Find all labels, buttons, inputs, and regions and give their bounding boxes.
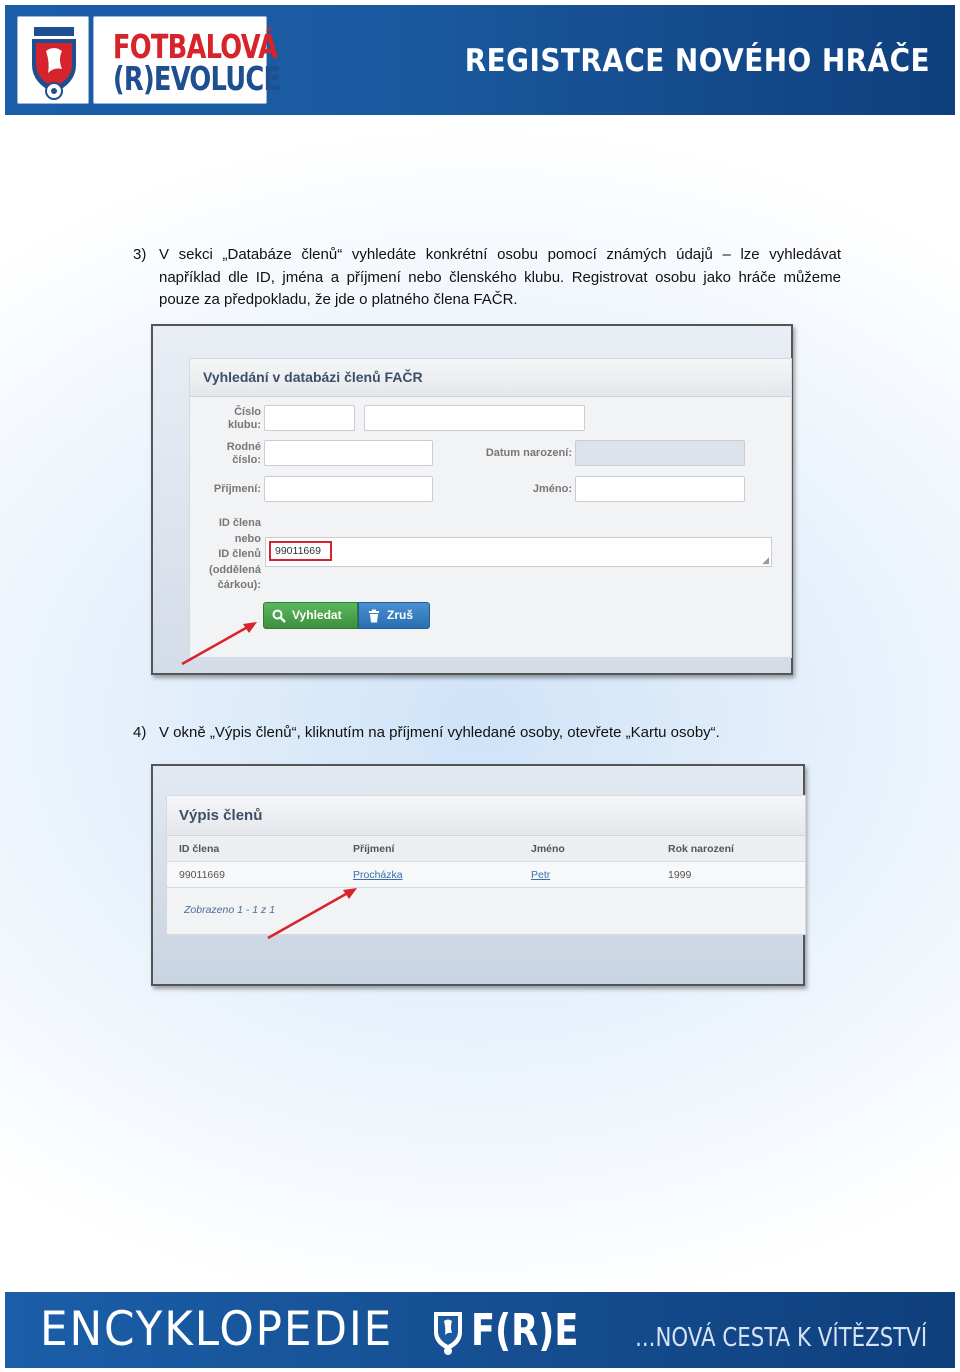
label-line: ID členů	[218, 548, 261, 561]
fotbalova-revoluce-logo	[93, 16, 281, 104]
column-header: Příjmení	[353, 843, 395, 855]
step-number: 3)	[133, 246, 147, 263]
column-header: Jméno	[531, 843, 565, 855]
column-header: Rok narození	[668, 843, 734, 855]
logo-line-2: (R)EVOLUCE	[112, 59, 281, 98]
birth-date-label: Datum narození:	[485, 447, 572, 459]
page-title: REGISTRACE NOVÉHO HRÁČE	[464, 43, 930, 79]
panel-title: Vyhledání v databázi členů FAČR	[203, 369, 423, 385]
page-footer	[5, 1292, 955, 1368]
table-row	[167, 862, 805, 888]
first-name-label: Jméno:	[532, 483, 572, 495]
red-arrow-icon	[265, 884, 361, 942]
members-list-screenshot	[151, 764, 805, 986]
birth-date-input[interactable]	[575, 440, 745, 466]
clear-button[interactable]	[358, 602, 430, 629]
step-4-paragraph	[133, 722, 893, 745]
label-line: klubu:	[228, 418, 261, 431]
member-id-label	[200, 516, 261, 594]
step-text: V okně „Výpis členů“, kliknutím na příjmení vyhledané osoby, otevřete „Kartu osoby“.	[159, 724, 720, 741]
logo-line-1: FOTBALOVÁ	[112, 27, 278, 66]
magnifier-icon	[272, 609, 286, 623]
birth-year-cell: 1999	[668, 869, 692, 881]
footer-slogan: ...NOVÁ CESTA K VÍTĚZSTVÍ	[634, 1323, 927, 1353]
club-number-input[interactable]	[264, 405, 355, 431]
column-header: ID člena	[179, 843, 220, 855]
panel-header	[167, 796, 805, 836]
search-button[interactable]	[263, 602, 358, 629]
search-form-screenshot	[151, 324, 793, 675]
member-id-value-highlight: 99011669	[269, 541, 332, 561]
step-text: V sekci „Databáze členů“ vyhledáte konkrétní osobu pomocí známých údajů – lze vyhledávat například dle ID, jména a příjmení nebo členského klubu. Registrovat osobu jako hráče můžeme pouze za předpokladu, že jde o platného člena FAČR.	[159, 246, 841, 308]
step-3-paragraph	[133, 244, 841, 312]
member-id-cell: 99011669	[179, 869, 225, 881]
birth-number-input[interactable]	[264, 440, 433, 466]
member-id-textarea[interactable]	[265, 537, 772, 567]
facr-crest-icon	[431, 1306, 465, 1356]
label-line: Rodné	[226, 441, 261, 453]
page-header	[5, 5, 955, 115]
label-line: (oddělená	[209, 563, 261, 576]
footer-encyclopedia: ENCYKLOPEDIE	[40, 1302, 394, 1357]
surname-input[interactable]	[264, 476, 433, 502]
table-header-row	[167, 836, 805, 862]
label-line: nebo	[234, 532, 261, 545]
facr-crest-logo	[17, 16, 89, 104]
birth-number-label	[220, 441, 261, 466]
first-name-input[interactable]	[575, 476, 745, 502]
resize-grip-icon[interactable]: ◢	[762, 555, 769, 565]
red-arrow-icon	[179, 618, 261, 668]
label-line: číslo:	[232, 453, 261, 466]
panel-title: Výpis členů	[179, 807, 263, 824]
search-button-label: Vyhledat	[292, 608, 342, 622]
first-name-link[interactable]: Petr	[531, 869, 551, 881]
members-panel	[166, 795, 806, 935]
club-number-label	[220, 406, 261, 431]
surname-link[interactable]: Procházka	[353, 869, 403, 881]
label-line: Číslo	[234, 406, 261, 418]
label-line: čárkou):	[217, 579, 261, 592]
search-panel	[189, 358, 792, 658]
surname-label: Příjmení:	[213, 483, 261, 495]
label-line: ID člena	[218, 517, 261, 529]
results-count: Zobrazeno 1 - 1 z 1	[184, 904, 276, 916]
facr-crest-icon	[18, 17, 90, 105]
trash-icon	[367, 609, 381, 623]
clear-button-label: Zruš	[387, 608, 414, 622]
footer-fre-mark: F(R)E	[471, 1305, 579, 1356]
step-number: 4)	[133, 724, 147, 741]
panel-header	[190, 359, 791, 397]
club-name-input[interactable]	[364, 405, 585, 431]
